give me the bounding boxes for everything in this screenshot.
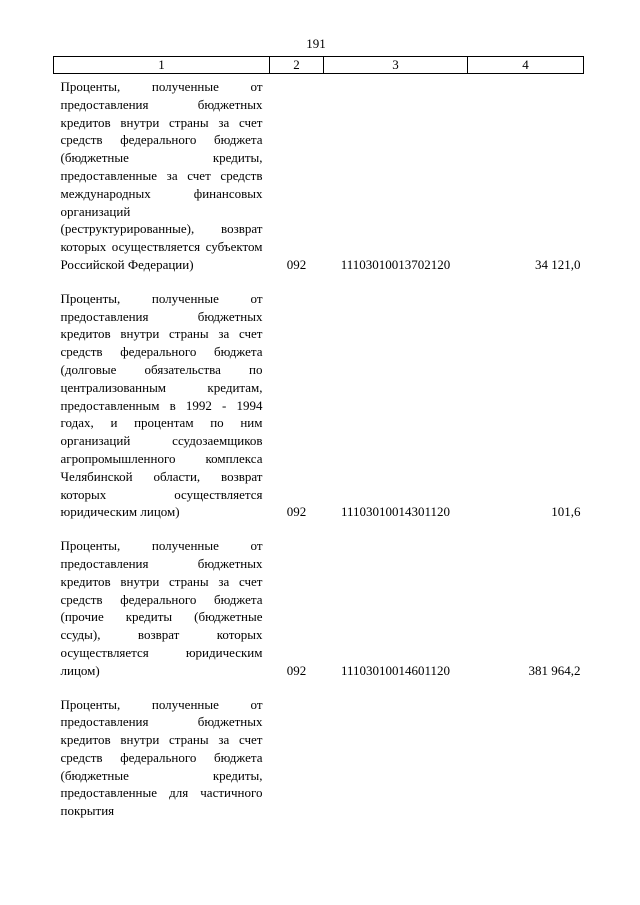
row-description: Проценты, полученные от предоставления бюджетных кредитов внутри страны за счет средств федерального бюджета (бюджетные кредиты, предоставленные за счет средств международных финансовых организаций (реструктурированные), возврат которых осуществляется субъектом Российской Федерации) bbox=[60, 79, 263, 272]
row-description: Проценты, полученные от предоставления бюджетных кредитов внутри страны за счет средств федерального бюджета (прочие кредиты (бюджетные ссуды), возврат которых осуществляется юридическим лицом) bbox=[60, 538, 263, 678]
table-row bbox=[54, 533, 584, 691]
row-admin-code: 092 bbox=[286, 256, 307, 272]
header-row bbox=[54, 57, 584, 74]
table-header bbox=[54, 57, 584, 74]
row-amount bbox=[468, 692, 584, 821]
page-number: 191 bbox=[306, 36, 326, 51]
column-header-4: 4 bbox=[468, 57, 584, 74]
table-row bbox=[54, 74, 584, 286]
row-admin-code: 092 bbox=[286, 662, 307, 678]
row-budget-classification-code bbox=[324, 692, 468, 821]
table-row bbox=[54, 692, 584, 821]
row-budget-classification-code: 11103010013702120 bbox=[340, 256, 451, 272]
column-header-2: 2 bbox=[270, 57, 324, 74]
row-budget-classification-code: 11103010014601120 bbox=[340, 662, 451, 678]
row-description: Проценты, полученные от предоставления бюджетных кредитов внутри страны за счет средств федерального бюджета (долговые обязательства по централизованным кредитам, предоставленным в 1992 - 1994 годах, и процентам по ним организаций ссудозаемщиков агропромышленного комплекса Челябинской области, возврат которых осуществляется юридическим лицом) bbox=[60, 290, 263, 520]
row-amount: 101,6 bbox=[551, 504, 581, 520]
row-amount: 381 964,2 bbox=[528, 662, 581, 678]
row-admin-code: 092 bbox=[286, 504, 307, 520]
budget-revenue-table bbox=[53, 56, 584, 820]
row-description: Проценты, полученные от предоставления бюджетных кредитов внутри страны за счет средств федерального бюджета (бюджетные кредиты, предоставленные для частичного покрытия bbox=[60, 696, 263, 819]
table-body bbox=[54, 74, 584, 821]
column-header-1: 1 bbox=[54, 57, 270, 74]
row-budget-classification-code: 11103010014301120 bbox=[340, 504, 451, 520]
row-amount: 34 121,0 bbox=[535, 256, 581, 272]
row-admin-code bbox=[270, 692, 324, 821]
column-header-3: 3 bbox=[324, 57, 468, 74]
table-row bbox=[54, 286, 584, 533]
